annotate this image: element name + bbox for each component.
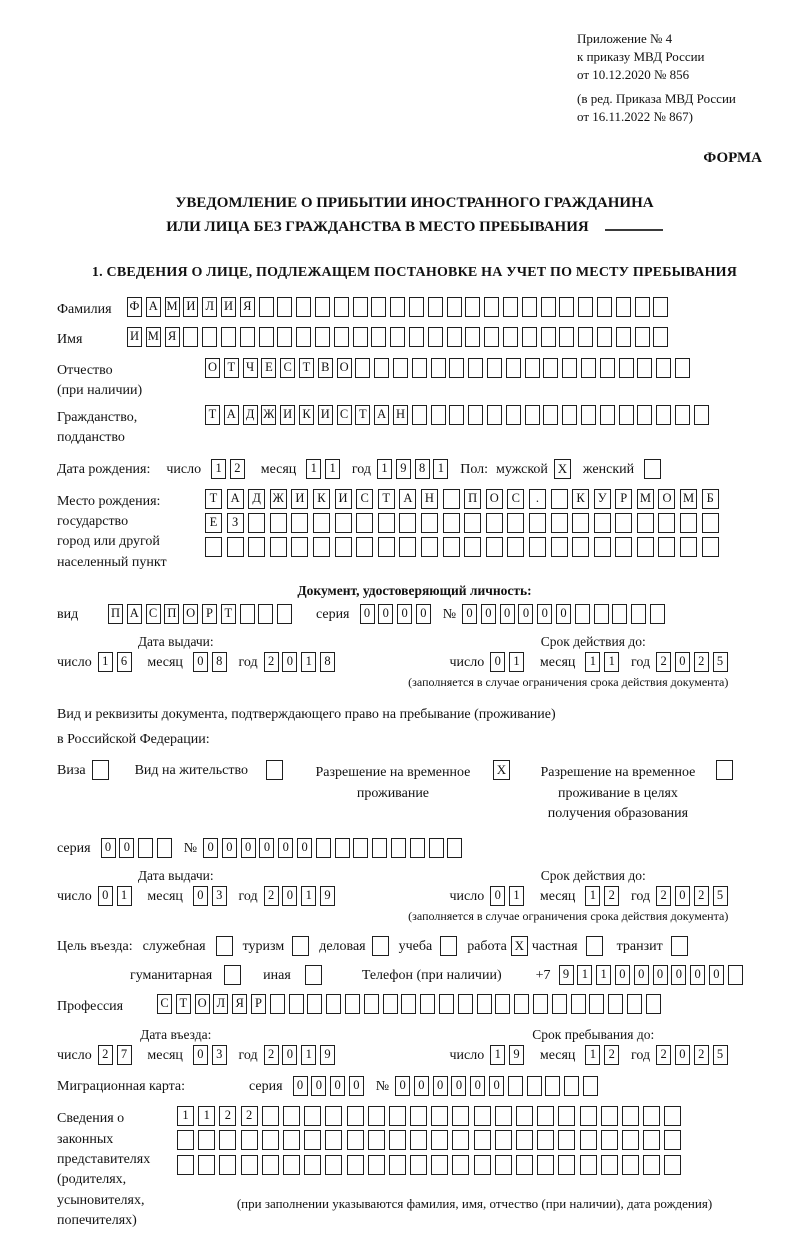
year-label: год (631, 654, 651, 670)
stay-until-group (415, 1027, 773, 1065)
phone-cells[interactable]: 9 1 1 0 0 0 0 0 0 (559, 965, 747, 985)
identity-valid-month[interactable]: 1 1 (585, 652, 623, 672)
sex-label: Пол: (460, 461, 489, 477)
purpose-tourism: туризм (243, 936, 310, 956)
residence-valid-note: (заполняется в случае ограничения срока действия документа) (408, 909, 729, 924)
purpose-work-checkbox[interactable]: X (511, 936, 528, 956)
purpose-study: учеба (399, 936, 458, 956)
birth-year-cells[interactable]: 1 9 8 1 (377, 459, 452, 479)
purpose-other-checkbox[interactable] (305, 965, 322, 985)
representatives-grid (177, 1106, 772, 1212)
patronymic-cells[interactable]: О Т Ч Е С Т В О (205, 358, 694, 378)
purpose-private: частная (532, 936, 603, 956)
day-label: число (57, 889, 92, 905)
month-label: месяц (147, 654, 183, 670)
entry-date-heading: Дата въезда: (140, 1027, 212, 1043)
day-label: число (57, 654, 92, 670)
residence-valid-month[interactable]: 1 2 (585, 886, 623, 906)
day-label: число (449, 654, 485, 670)
migration-number-cells[interactable]: 0 0 0 0 0 0 (395, 1076, 602, 1096)
doc-number-cells[interactable]: 0 0 0 0 0 0 (462, 604, 669, 624)
stay-month[interactable]: 1 2 (585, 1045, 623, 1065)
entry-date-group (57, 1027, 415, 1065)
residence-valid-day[interactable]: 0 1 (490, 886, 528, 906)
representatives-label: Сведения о законных представителях (родителях, усыновителях, попечителях) (57, 1111, 151, 1228)
doc-series-label: серия (315, 606, 350, 622)
visit-purpose-row2 (130, 965, 772, 985)
month-label: месяц (147, 1048, 183, 1064)
representatives-row1[interactable]: 1 1 2 2 (177, 1106, 686, 1126)
identity-valid-note: (заполняется в случае ограничения срока действия документа) (408, 674, 729, 689)
residence-series-label: серия (57, 841, 91, 857)
identity-valid-heading: Срок действия до: (540, 633, 646, 649)
doc-number-label: № (442, 606, 457, 622)
phone-prefix: +7 (535, 968, 551, 984)
sex-male-checkbox[interactable]: X (554, 459, 571, 479)
residence-doc-heading: Вид и реквизиты документа, подтверждающего право на пребывание (проживание) в Российской Федерации: (57, 706, 556, 748)
identity-issue-group (57, 634, 415, 690)
birth-place-label: Место рождения: государство город или другой населенный пункт (57, 493, 167, 570)
citizenship-cells[interactable]: Т А Д Ж И К И С Т А Н (205, 405, 713, 425)
title-blank-underline (605, 217, 663, 231)
name-label: Имя (57, 332, 83, 348)
amendment-line: от 16.11.2022 № 867) (577, 108, 694, 124)
visa-label: Виза (57, 763, 86, 779)
temp-residence-option (303, 760, 510, 824)
month-label: месяц (539, 654, 576, 670)
purpose-business: деловая (319, 936, 388, 956)
citizenship-label: Гражданство, подданство (57, 410, 138, 446)
visa-checkbox[interactable] (92, 760, 109, 780)
birth-month-label: месяц (260, 461, 297, 477)
day-label: число (57, 1048, 92, 1064)
forma-label: ФОРМА (703, 149, 762, 166)
residence-permit-option (135, 760, 283, 824)
migration-number-label: № (375, 1079, 390, 1095)
sex-female-label: женский (582, 461, 635, 477)
representatives-row2[interactable] (177, 1130, 686, 1150)
stay-until-heading: Срок пребывания до: (532, 1027, 655, 1043)
surname-cells[interactable]: Ф А М И Л И Я (127, 297, 672, 317)
identity-valid-year[interactable]: 2 0 2 5 (656, 652, 731, 672)
patronymic-label: Отчество (при наличии) (57, 362, 143, 398)
appendix-line: от 10.12.2020 № 856 (577, 67, 690, 83)
form-title-line2: ИЛИ ЛИЦА БЕЗ ГРАЖДАНСТВА В МЕСТО ПРЕБЫВАНИЯ (166, 218, 589, 235)
temp-residence-edu-label: Разрешение на временное проживание в целях получения образования (540, 765, 696, 821)
sex-male-label: мужской (496, 461, 548, 477)
purpose-other: иная (263, 965, 322, 985)
year-label: год (631, 1048, 651, 1064)
appendix-line: к приказу МВД России (577, 49, 705, 65)
sex-female-checkbox[interactable] (644, 459, 661, 479)
appendix-block (577, 30, 772, 126)
profession-cells[interactable]: С Т О Л Я Р (157, 994, 665, 1014)
identity-issue-year[interactable]: 2 0 1 8 (264, 652, 339, 672)
representatives-caption: (при заполнении указываются фамилия, имя, отчество (при наличии), дата рождения) (236, 1196, 713, 1212)
entry-month[interactable]: 0 3 (193, 1045, 231, 1065)
name-cells[interactable]: И М Я (127, 327, 672, 347)
identity-issue-month[interactable]: 0 8 (193, 652, 231, 672)
purpose-business-checkbox[interactable] (372, 936, 389, 956)
day-label: число (449, 1048, 485, 1064)
identity-issue-heading: Дата выдачи: (137, 633, 214, 649)
purpose-official-checkbox[interactable] (216, 936, 233, 956)
year-label: год (238, 889, 258, 905)
migration-card-label: Миграционная карта: (57, 1079, 186, 1095)
residence-valid-group (408, 868, 773, 924)
birth-place-grid (205, 489, 772, 562)
form-title-line1: УВЕДОМЛЕНИЕ О ПРИБЫТИИ ИНОСТРАННОГО ГРАЖДАНИНА (175, 194, 654, 211)
purpose-humanitarian: гуманитарная (130, 965, 241, 985)
purpose-private-checkbox[interactable] (586, 936, 603, 956)
temp-residence-label: Разрешение на временное проживание (315, 765, 471, 801)
residence-issue-year[interactable]: 2 0 1 9 (264, 886, 339, 906)
residence-valid-year[interactable]: 2 0 2 5 (656, 886, 731, 906)
day-label: число (449, 889, 485, 905)
migration-series-label: серия (249, 1079, 283, 1095)
residence-issue-heading: Дата выдачи: (137, 868, 214, 884)
residence-issue-day[interactable]: 0 1 (98, 886, 136, 906)
stay-year[interactable]: 2 0 2 5 (656, 1045, 731, 1065)
birth-date-label: Дата рождения: (57, 461, 151, 477)
temp-residence-edu-option (528, 760, 733, 824)
identity-issue-day[interactable]: 1 6 (98, 652, 136, 672)
entry-year[interactable]: 2 0 1 9 (264, 1045, 339, 1065)
doc-series-cells[interactable]: 0 0 0 0 (360, 604, 435, 624)
residence-valid-heading: Срок действия до: (540, 868, 646, 884)
residence-permit-label: Вид на жительство (134, 763, 248, 779)
identity-valid-group (408, 633, 773, 690)
stay-day[interactable]: 1 9 (490, 1045, 528, 1065)
month-label: месяц (147, 889, 183, 905)
surname-label: Фамилия (57, 301, 112, 317)
purpose-tourism-checkbox[interactable] (292, 936, 309, 956)
form-title (57, 191, 772, 239)
residence-number-cells[interactable]: 0 0 0 0 0 0 (203, 838, 466, 858)
entry-day[interactable]: 2 7 (98, 1045, 136, 1065)
year-label: год (238, 654, 258, 670)
birth-day-cells[interactable]: 1 2 (211, 459, 249, 479)
migration-series-cells[interactable]: 0 0 0 0 (293, 1076, 368, 1096)
temp-residence-checkbox[interactable]: X (493, 760, 510, 780)
birth-month-cells[interactable]: 1 1 (306, 459, 344, 479)
purpose-transit-checkbox[interactable] (671, 936, 688, 956)
representatives-row3[interactable] (177, 1155, 686, 1175)
visit-purpose-row (57, 936, 772, 956)
residence-number-label: № (183, 841, 198, 857)
profession-label: Профессия (57, 999, 124, 1015)
birth-day-label: число (166, 461, 202, 477)
purpose-humanitarian-checkbox[interactable] (224, 965, 241, 985)
phone-label: Телефон (при наличии) (361, 968, 502, 984)
year-label: год (238, 1048, 258, 1064)
section1-heading: 1. СВЕДЕНИЯ О ЛИЦЕ, ПОДЛЕЖАЩЕМ ПОСТАНОВКЕ НА УЧЕТ ПО МЕСТУ ПРЕБЫВАНИЯ (91, 264, 738, 280)
residence-issue-month[interactable]: 0 3 (193, 886, 231, 906)
doc-kind-label: вид (57, 606, 79, 622)
birth-place-row3[interactable] (205, 537, 723, 557)
month-label: месяц (539, 1048, 576, 1064)
amendment-line: (в ред. Приказа МВД России (577, 90, 736, 106)
identity-doc-heading: Документ, удостоверяющий личность: (297, 582, 532, 598)
appendix-line: Приложение № 4 (577, 31, 673, 46)
month-label: месяц (539, 889, 576, 905)
residence-doc-options (57, 760, 772, 824)
residence-issue-group (57, 868, 415, 924)
birth-place-row2[interactable]: Е З (205, 513, 723, 533)
identity-valid-day[interactable]: 0 1 (490, 652, 528, 672)
purpose-official: служебная (143, 936, 233, 956)
temp-residence-edu-checkbox[interactable] (716, 760, 733, 780)
doc-kind-cells[interactable]: П А С П О Р Т (108, 604, 296, 624)
year-label: год (631, 889, 651, 905)
birth-year-label: год (351, 461, 372, 477)
visit-purpose-label: Цель въезда: (57, 939, 133, 955)
visa-option (57, 760, 109, 824)
purpose-work: работа X (467, 936, 528, 956)
purpose-transit: транзит (617, 936, 688, 956)
residence-series-cells[interactable]: 0 0 (101, 838, 176, 858)
purpose-study-checkbox[interactable] (440, 936, 457, 956)
residence-permit-checkbox[interactable] (266, 760, 283, 780)
birth-place-row1[interactable]: Т А Д Ж И К И С Т А Н П О С . К У Р М О М Б (205, 489, 723, 509)
